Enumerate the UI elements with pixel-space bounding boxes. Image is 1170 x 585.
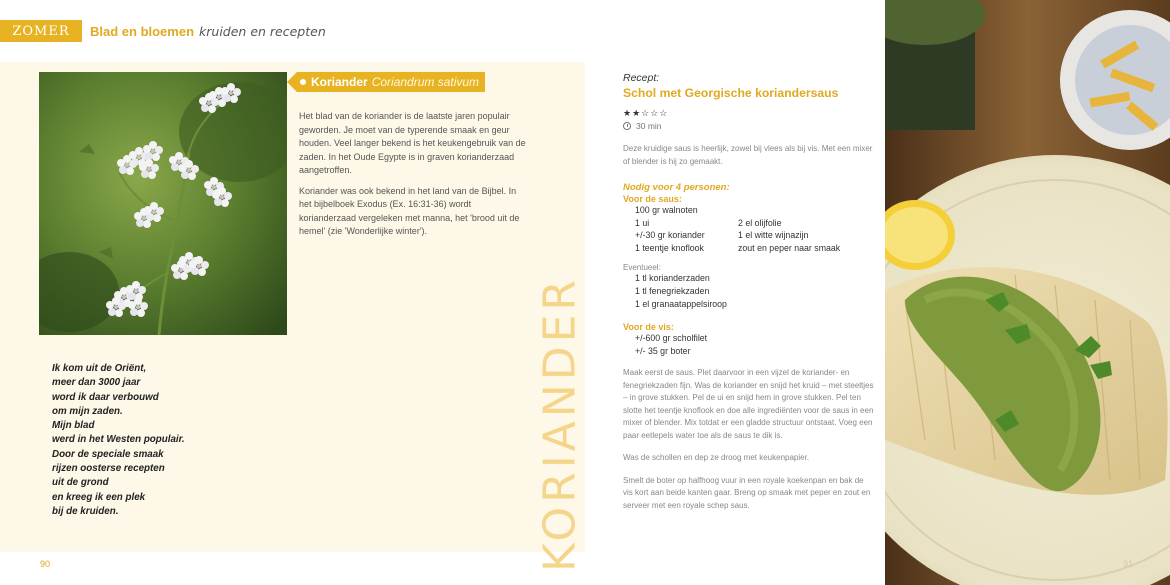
ingredient: 1 tl fenegriekzaden — [635, 285, 710, 296]
ingredient: zout en peper naar smaak — [738, 242, 841, 253]
ingredient: 1 teentje knoflook — [635, 242, 704, 253]
poem-line: rijzen oosterse recepten — [52, 463, 165, 475]
season-tag — [0, 20, 82, 42]
sauce-heading: Voor de saus: — [623, 194, 682, 204]
fish-ingredients — [623, 332, 875, 357]
recipe-label: Recept: — [623, 72, 660, 84]
optional-heading: Eventueel: — [623, 263, 661, 273]
herb-name: Koriander — [311, 75, 368, 89]
page-number-left: 90 — [40, 559, 51, 569]
dish-photo — [885, 0, 1170, 585]
ingredient: +/- 35 gr boter — [635, 345, 691, 356]
herb-name-label — [287, 72, 485, 92]
ingredient: 1 el witte wijnazijn — [738, 230, 809, 241]
fish-heading: Voor de vis: — [623, 322, 674, 333]
poem-line: bij de kruiden. — [52, 505, 119, 517]
coriander-photo — [39, 72, 287, 335]
difficulty-stars: ★★☆☆☆ — [623, 108, 669, 118]
chapter-header — [90, 24, 326, 39]
ingredient: 100 gr walnoten — [635, 205, 698, 215]
vertical-word: KORIANDER — [534, 276, 586, 572]
ingredient: 1 ui — [635, 217, 650, 228]
chapter-title: Blad en bloemen — [90, 24, 195, 39]
ingredient — [738, 204, 878, 217]
poem-line: Ik kom uit de Oriënt, — [52, 363, 147, 374]
chapter-subtitle: kruiden en recepten — [199, 24, 326, 39]
ingredient: 2 el olijfolie — [738, 217, 782, 228]
herb-intro — [299, 110, 527, 246]
poem-line: word ik daar verbouwd — [52, 391, 159, 403]
page-number-right: 91 — [1123, 559, 1134, 569]
poem-line: om mijn zaden. — [52, 405, 123, 417]
recipe-description: Deze kruidige saus is heerlijk, zowel bij vlees als bij vis. Met een mixer of blender is hij zo gemaakt. — [623, 144, 873, 166]
label-arrow — [287, 72, 297, 92]
intro-paragraph: Koriander was ook bekend in het land van de Bijbel. In het bijbelboek Exodus (Ex. 16:31-36) wordt korianderzaad vergeleken met manna, het 'brood uit de hemel' (zie 'Wonderlijke winter'). — [299, 185, 520, 236]
method-step: Maak eerst de saus. Plet daarvoor in een vijzel de koriander- en fenegriekzaden fijn. Was de koriander en snijd het kruid – met steeltjes – in grove stukken. Pel de ui en snijd hem in grove stukken. Pel ten slotte het teentje knoflook en doe alle ingrediënten voor de saus in een mixer of blender. Mix totdat er een gladde structuur ontstaat. Voeg een paar eetlepels water toe als de saus te dik is. — [623, 368, 874, 440]
prep-time-value: 30 min — [636, 121, 662, 131]
herb-latin-name: Coriandrum sativum — [371, 75, 480, 89]
ingredient: 1 el granaatappelsiroop — [635, 298, 727, 309]
optional-ingredients — [623, 272, 875, 310]
poem-line: meer dan 3000 jaar — [52, 377, 141, 389]
poem-line: Door de speciale smaak — [52, 448, 164, 460]
ingredient: +/-30 gr koriander — [635, 230, 705, 241]
poem — [52, 362, 185, 519]
season-label: ZOMER — [12, 23, 70, 39]
intro-paragraph: Het blad van de koriander is de laatste jaren populair geworden. Je moet van de typerende smaak en geur houden. Veel langer bekend is het keukengebruik van de zaden. In het Oude Egypte is in graven korianderzaad aangetroffen. — [299, 111, 526, 175]
prep-time — [623, 121, 875, 131]
poem-line: uit de grond — [52, 477, 109, 489]
ingredient: +/-600 gr scholfilet — [635, 333, 708, 344]
ingredient: 1 tl korianderzaden — [635, 273, 710, 284]
poem-line: en kreeg ik een plek — [52, 491, 146, 503]
clock-icon — [623, 122, 631, 130]
poem-line: werd in het Westen populair. — [52, 434, 185, 446]
method-step: Smelt de boter op halfhoog vuur in een royale koekenpan en bak de vis kort aan beide kanten gaar. Breng op smaak met peper en zout en serveer met een royale schep saus. — [623, 475, 871, 510]
recipe-title: Schol met Georgische koriandersaus — [623, 86, 839, 100]
sauce-ingredients — [623, 204, 875, 254]
method-step: Was de schollen en dep ze droog met keukenpapier. — [623, 453, 810, 463]
poem-line: Mijn blad — [52, 420, 95, 432]
vertical-herb-title — [533, 276, 587, 572]
servings-heading: Nodig voor 4 personen: — [623, 182, 730, 193]
recipe — [623, 72, 875, 512]
recipe-method — [623, 367, 875, 512]
